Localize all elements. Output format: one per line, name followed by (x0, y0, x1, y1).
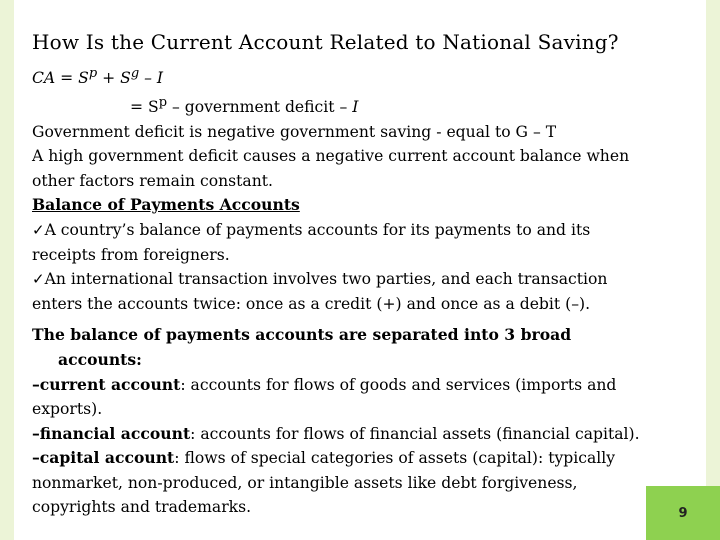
current-account-continuation: exports). (32, 400, 103, 419)
formula-line-2: = $S^p$ – government deficit – I (130, 94, 359, 116)
bullet-item: ✓A country’s balance of payments accounts for its payments to and its (32, 220, 591, 239)
check-icon: ✓ (32, 220, 45, 239)
high-deficit-line-2: other factors remain constant. (32, 171, 273, 190)
bullet-item: ✓An international transaction involves two parties, and each transaction (32, 270, 608, 289)
slide-body (32, 62, 682, 520)
left-margin-bar (0, 0, 14, 540)
page-number: 9 (678, 505, 688, 521)
financial-account-item: –financial account: accounts for flows of financial assets (financial capital). (32, 423, 640, 443)
bullet-continuation: enters the accounts twice: once as a credit (+) and once as a debit (–). (32, 294, 591, 313)
bop-heading: Balance of Payments Accounts (32, 195, 300, 215)
current-account-item: –current account: accounts for flows of goods and services (imports and (32, 374, 617, 394)
capital-account-continuation: nonmarket, non-produced, or intangible assets like debt forgiveness, (32, 473, 578, 492)
slide (14, 0, 706, 540)
page-number-badge (646, 486, 720, 540)
high-deficit-line-1: A high government deficit causes a negative current account balance when (32, 147, 630, 166)
formula-line-1: CA = $S^p + S^g - I$ (32, 66, 164, 88)
spacer (32, 316, 682, 323)
bullet-continuation: receipts from foreigners. (32, 245, 230, 264)
check-icon: ✓ (32, 270, 45, 289)
capital-account-continuation: copyrights and trademarks. (32, 498, 252, 517)
capital-account-item: –capital account: flows of special categories of assets (capital): typically (32, 448, 616, 468)
gov-deficit-definition: Government deficit is negative government saving - equal to G – T (32, 122, 557, 141)
right-margin-bar (706, 0, 720, 540)
separated-heading-line-1: The balance of payments accounts are separated into 3 broad (32, 325, 572, 345)
separated-heading-line-2: accounts: (58, 349, 142, 369)
slide-title: How Is the Current Account Related to National Saving? (32, 30, 619, 54)
